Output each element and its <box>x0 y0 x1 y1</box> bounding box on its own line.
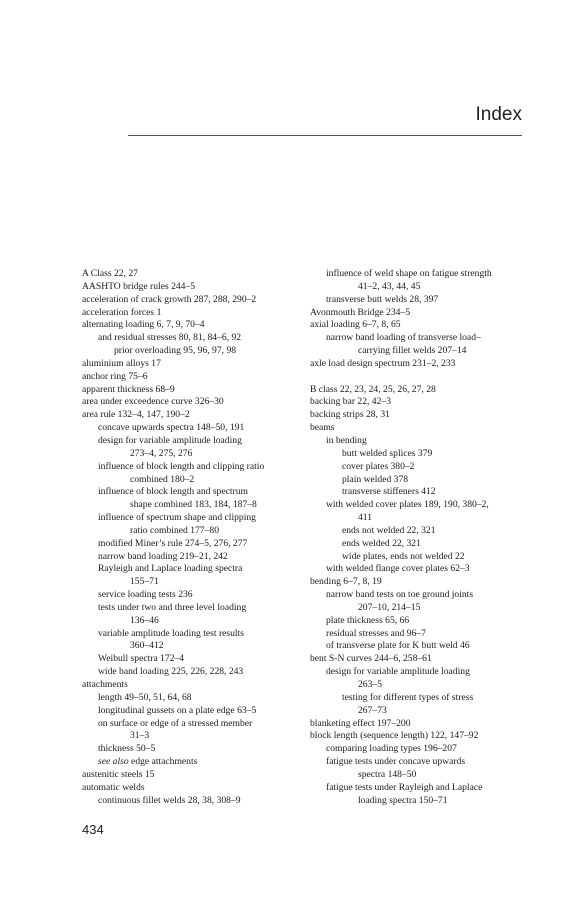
index-entry: with welded flange cover plates 62–3 <box>326 563 470 575</box>
index-entry: Avonmouth Bridge 234–5 <box>310 306 411 318</box>
index-entry: B class 22, 23, 24, 25, 26, 27, 28 <box>310 383 436 395</box>
index-entry: automatic welds <box>82 781 145 793</box>
index-entry: acceleration forces 1 <box>82 306 162 318</box>
index-entry: apparent thickness 68–9 <box>82 383 175 395</box>
index-entry: influence of block length and clipping ratio <box>98 460 265 472</box>
index-entry: 207–10, 214–15 <box>358 601 421 613</box>
page-number: 434 <box>82 822 104 837</box>
heading-rule <box>128 135 522 136</box>
index-entry: modified Miner’s rule 274–5, 276, 277 <box>98 537 248 549</box>
index-entry: backing strips 28, 31 <box>310 409 390 421</box>
index-entry: wide band loading 225, 226, 228, 243 <box>98 666 244 678</box>
index-entry: tests under two and three level loading <box>98 601 247 613</box>
index-entry: beams <box>310 422 335 434</box>
index-entry: bent S-N curves 244–6, 258–61 <box>310 653 432 665</box>
index-entry: alternating loading 6, 7, 9, 70–4 <box>82 319 205 331</box>
index-entry: with welded cover plates 189, 190, 380–2, <box>326 499 489 511</box>
index-entry: on surface or edge of a stressed member <box>98 717 253 729</box>
index-entry: narrow band loading 219–21, 242 <box>98 550 228 562</box>
index-entry: area under exceedence curve 326–30 <box>82 396 224 408</box>
index-entry: thickness 50–5 <box>98 743 156 755</box>
index-entry: carrying fillet welds 207–14 <box>358 345 467 357</box>
index-entry: comparing loading types 196–207 <box>326 743 457 755</box>
index-entry: fatigue tests under Rayleigh and Laplace <box>326 781 483 793</box>
index-section-gap <box>310 371 530 384</box>
index-entry: acceleration of crack growth 287, 288, 290–2 <box>82 293 257 305</box>
index-entry: area rule 132–4, 147, 190–2 <box>82 409 190 421</box>
index-entry: austenitic steels 15 <box>82 768 155 780</box>
cross-reference-label: see also <box>98 756 129 768</box>
index-entry: ends not welded 22, 321 <box>342 524 436 536</box>
index-entry: combined 180–2 <box>130 473 195 485</box>
page-heading: Index <box>475 104 522 125</box>
index-entry: shape combined 183, 184, 187–8 <box>130 499 257 511</box>
index-entry: 360–412 <box>130 640 164 652</box>
index-entry: plate thickness 65, 66 <box>326 614 410 626</box>
index-entry: 31–3 <box>130 730 150 742</box>
index-entry: Rayleigh and Laplace loading spectra <box>98 563 243 575</box>
index-entry: anchor ring 75–6 <box>82 370 148 382</box>
index-entry: design for variable amplitude loading <box>98 434 242 446</box>
index-entry: see also edge attachments <box>98 756 198 768</box>
index-entry: transverse stiffeners 412 <box>342 486 436 498</box>
index-entry: spectra 148–50 <box>358 768 417 780</box>
index-column-right <box>310 268 530 807</box>
index-entry: butt welded splices 379 <box>342 447 433 459</box>
index-entry: transverse butt welds 28, 397 <box>326 293 439 305</box>
index-entry: fatigue tests under concave upwards <box>326 756 466 768</box>
index-entry: influence of spectrum shape and clipping <box>98 512 256 524</box>
index-entry: 41–2, 43, 44, 45 <box>358 280 421 292</box>
index-entry: cover plates 380–2 <box>342 460 415 472</box>
index-entry: bending 6–7, 8, 19 <box>310 576 382 588</box>
index-entry: and residual stresses 80, 81, 84–6, 92 <box>98 332 242 344</box>
index-entry: influence of block length and spectrum <box>98 486 248 498</box>
index-entry: service loading tests 236 <box>98 589 193 601</box>
index-column-left <box>82 268 302 807</box>
index-entry: 263–5 <box>358 679 382 690</box>
index-entry: design for variable amplitude loading <box>326 666 470 678</box>
index-entry: 273–4, 275, 276 <box>130 447 193 459</box>
index-entry: narrow band loading of transverse load– <box>326 332 481 344</box>
index-entry: continuous fillet welds 28, 38, 308–9 <box>98 794 241 806</box>
index-entry: variable amplitude loading test results <box>98 627 245 639</box>
index-entry: loading spectra 150–71 <box>358 794 448 806</box>
index-entry: blanketing effect 197–200 <box>310 717 411 729</box>
index-entry: axle load design spectrum 231–2, 233 <box>310 357 456 369</box>
index-entry: axial loading 6–7, 8, 65 <box>310 319 401 331</box>
index-entry: 136–46 <box>130 614 159 626</box>
index-entry: A Class 22, 27 <box>82 268 138 279</box>
index-entry: wide plates, ends not welded 22 <box>342 550 465 562</box>
index-entry: testing for different types of stress <box>342 691 474 703</box>
index-entry: ends welded 22, 321 <box>342 537 421 549</box>
index-entry: in bending <box>326 434 367 446</box>
index-entry: narrow band tests on toe ground joints <box>326 589 474 601</box>
index-entry: 267–73 <box>358 704 387 716</box>
index-entry: AASHTO bridge rules 244–5 <box>82 280 196 292</box>
index-entry: plain welded 378 <box>342 473 409 485</box>
index-entry: Weibull spectra 172–4 <box>98 653 185 665</box>
index-entry: length 49–50, 51, 64, 68 <box>98 691 192 703</box>
index-entry: ratio combined 177–80 <box>130 524 219 536</box>
index-entry: concave upwards spectra 148–50, 191 <box>98 422 245 434</box>
index-entry: residual stresses and 96–7 <box>326 627 426 639</box>
index-entry: aluminium alloys 17 <box>82 357 161 369</box>
index-entry: 411 <box>358 512 373 524</box>
index-entry: block length (sequence length) 122, 147–92 <box>310 730 479 742</box>
index-entry: 155–71 <box>130 576 159 588</box>
index-entry: attachments <box>82 679 128 690</box>
index-entry: of transverse plate for K butt weld 46 <box>326 640 470 652</box>
index-entry: prior overloading 95, 96, 97, 98 <box>114 345 237 357</box>
index-entry: longitudinal gussets on a plate edge 63–5 <box>98 704 257 716</box>
index-entry: backing bar 22, 42–3 <box>310 396 391 408</box>
index-entry: influence of weld shape on fatigue strength <box>326 268 492 279</box>
